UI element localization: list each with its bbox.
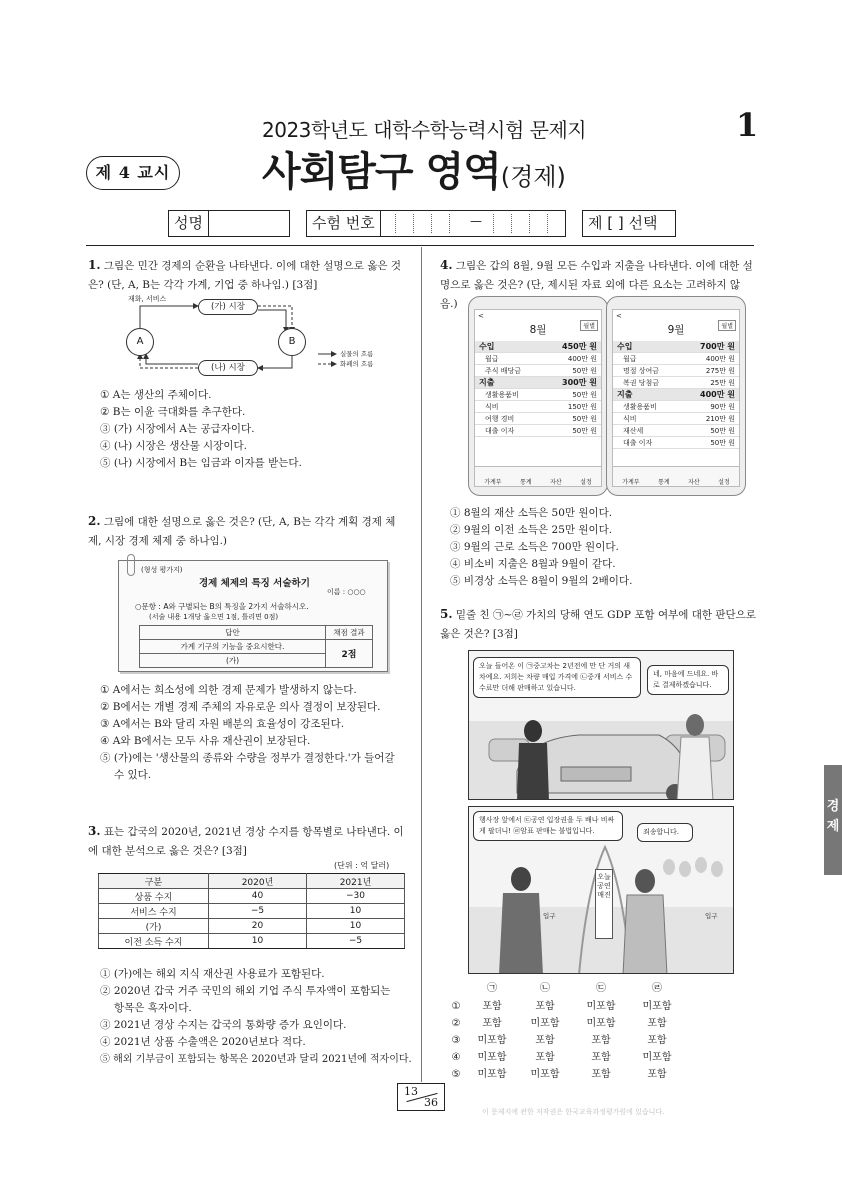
q1-text: 그림은 민간 경제의 순환을 나타낸다. 이에 대한 설명으로 옳은 것은? (단, A, B는 각각 가계, 기업 중 하나임.) [3점] — [88, 260, 401, 291]
q2-option-5-cont: 수 있다. — [114, 769, 152, 781]
table-row — [99, 934, 405, 949]
q1-options — [100, 387, 410, 472]
ledger-row — [613, 341, 739, 353]
page-number: 1 — [736, 106, 759, 144]
ledger-value: 50만 원 — [572, 427, 597, 435]
phone-tab[interactable]: 월별 — [718, 320, 736, 331]
speech-bubble-scalper: 죄송합니다. — [637, 823, 693, 842]
ledger-label: 식비 — [623, 415, 637, 423]
q3-number: 3. — [88, 824, 101, 838]
ledger-row — [475, 401, 601, 413]
sold-out-sign: 오늘 공연 매진 — [595, 869, 613, 939]
q2-option-5[interactable]: ⑤ (가)에는 '생산물의 종류와 수량을 정부가 결정한다.'가 들어갈 — [100, 752, 395, 764]
q4-text: 그림은 갑의 8월, 9월 모든 수입과 지출을 나타낸다. 이에 대한 설명으로 옳은 것은? (단, 제시된 자료 외에 다른 요소는 고려하지 않음.) — [440, 260, 753, 310]
ledger-row — [475, 353, 601, 365]
ledger-row — [475, 425, 601, 437]
q4-option-1[interactable]: ① 8월의 재산 소득은 50만 원이다. — [450, 507, 613, 519]
q4-number: 4. — [440, 258, 453, 272]
ledger-label: 수입 — [479, 342, 495, 351]
name-label: 성명 — [169, 211, 209, 236]
ledger-row — [475, 365, 601, 377]
current-account-table — [98, 873, 405, 949]
exam-number-label: 수험 번호 — [307, 211, 381, 236]
answer-cell: 포함 — [647, 1035, 667, 1046]
ledger-label: 주식 배당금 — [485, 367, 522, 375]
choice-number: ① — [451, 1001, 461, 1012]
q2-stem — [88, 512, 408, 551]
phone-month: 8월 — [529, 324, 547, 336]
cell: 상품 수지 — [99, 889, 209, 904]
q3-option-3[interactable]: ③ 2021년 경상 수지는 갑국의 통화량 증가 요인이다. — [100, 1019, 347, 1031]
q2-option-1[interactable]: ① A에서는 희소성에 의한 경제 문제가 발생하지 않는다. — [100, 684, 357, 696]
th-2021: 2021년 — [307, 874, 405, 889]
worksheet-title: 경제 체제의 특징 서술하기 — [199, 578, 310, 589]
ledger-row — [613, 437, 739, 449]
choice-number: ② — [451, 1018, 461, 1029]
answer-cell: 포함 — [591, 1052, 611, 1063]
ledger-row — [613, 365, 739, 377]
cell: −5 — [209, 904, 307, 919]
ledger-label: 여행 경비 — [485, 415, 515, 423]
q3-text: 표는 갑국의 2020년, 2021년 경상 수지를 항목별로 나타낸다. 이에 대한 분석으로 옳은 것은? [3점] — [88, 826, 404, 857]
answer-choice-row[interactable] — [446, 1049, 686, 1066]
q4-option-4[interactable]: ④ 비소비 지출은 8월과 9월이 같다. — [450, 558, 616, 570]
q4-option-2[interactable]: ② 9월의 이전 소득은 25만 원이다. — [450, 524, 613, 536]
ledger-row — [613, 353, 739, 365]
answer-cell: 포함 — [647, 1069, 667, 1080]
q3-option-5[interactable]: ⑤ 해외 기부금이 포함되는 항목은 2020년과 달리 2021년에 적자이다. — [100, 1054, 412, 1065]
phone-september — [606, 296, 746, 496]
nav-ledger[interactable]: 가계부 — [484, 479, 502, 486]
ledger-value: 90만 원 — [710, 403, 735, 411]
cell: 40 — [209, 889, 307, 904]
answer-cell: 미포함 — [530, 1069, 560, 1080]
ledger-label: 수입 — [617, 342, 633, 351]
q2-options — [100, 682, 412, 784]
answer-cell: 포함 — [535, 1052, 555, 1063]
phone-august — [468, 296, 608, 496]
nav-stats[interactable]: 통계 — [520, 479, 532, 486]
ledger-row — [475, 389, 601, 401]
phone-tab[interactable]: 월별 — [580, 320, 598, 331]
nav-settings[interactable]: 설정 — [718, 479, 730, 486]
th-2020: 2020년 — [209, 874, 307, 889]
comic-panel-1 — [468, 650, 734, 800]
q3-options — [100, 966, 416, 1068]
worksheet-name: 이름 : ○○○ — [327, 588, 366, 596]
subject-main: 사회탐구 영역 — [262, 149, 501, 195]
header-rule — [86, 245, 754, 246]
speech-bubble-officer: 행사장 앞에서 ㉢공연 입장권을 두 배나 비싸게 팔더니! ㉣암표 판매는 불법입니다. — [473, 811, 623, 841]
q3-option-4[interactable]: ④ 2021년 상품 수출액은 2020년보다 적다. — [100, 1036, 306, 1048]
ledger-value: 25만 원 — [710, 379, 735, 387]
header-nieun: ㉡ — [540, 983, 550, 994]
ledger-label: 재산세 — [623, 427, 644, 435]
ledger-label: 대출 이자 — [623, 439, 653, 447]
ledger-label: 월급 — [623, 355, 637, 363]
back-icon[interactable]: < — [478, 312, 484, 320]
cell: −30 — [307, 889, 405, 904]
ledger-label: 식비 — [485, 403, 499, 411]
ledger-value: 50만 원 — [710, 427, 735, 435]
ledger-value: 210만 원 — [705, 415, 735, 423]
worksheet-table — [139, 625, 373, 668]
score: 2점 — [326, 640, 373, 668]
ledger-label: 지출 — [617, 390, 633, 399]
column-divider — [421, 247, 422, 1082]
answer-cell: 포함 — [535, 1001, 555, 1012]
worksheet-condition: (서술 내용 1개당 옳으면 1점, 틀리면 0점) — [149, 613, 279, 621]
ledger-row — [613, 389, 739, 401]
nav-assets[interactable]: 자산 — [688, 479, 700, 486]
worksheet — [118, 560, 388, 672]
phone-rows — [475, 341, 601, 437]
entrance-label-right: 입구 — [705, 912, 718, 920]
answer-cell: 미포함 — [477, 1052, 507, 1063]
copyright-notice: 이 문제지에 관한 저작권은 한국교육과정평가원에 있습니다. — [482, 1108, 665, 1116]
col-answer: 답안 — [140, 626, 326, 640]
table-header-row — [99, 874, 405, 889]
ledger-value: 450만 원 — [562, 342, 597, 351]
exam-title: 2023학년도 대학수학능력시험 문제지 — [262, 118, 587, 142]
answer-choice-row[interactable] — [446, 1015, 686, 1032]
ledger-value: 275만 원 — [705, 367, 735, 375]
q1-option-2[interactable]: ② B는 이윤 극대화를 추구한다. — [100, 406, 246, 418]
answer-cell: 포함 — [535, 1035, 555, 1046]
subject-sub: (경제) — [500, 163, 566, 191]
choice-label: 제 [ ] 선택 — [583, 211, 662, 236]
q2-option-4[interactable]: ④ A와 B에서는 모두 사유 재산권이 보장된다. — [100, 735, 311, 747]
circular-flow-diagram — [118, 296, 380, 380]
node-b: B — [278, 328, 306, 356]
answer-cell: 미포함 — [586, 1018, 616, 1029]
q1-option-1[interactable]: ① A는 생산의 주체이다. — [100, 389, 212, 401]
q4-option-5[interactable]: ⑤ 비경상 소득은 8월이 9월의 2배이다. — [450, 575, 633, 587]
ledger-value: 150만 원 — [567, 403, 597, 411]
answer-cell: 미포함 — [642, 1001, 672, 1012]
answer-choice-row[interactable] — [446, 1032, 686, 1049]
q1-stem — [88, 256, 408, 295]
q2-text: 그림에 대한 설명으로 옳은 것은? (단, A, B는 각각 계획 경제 체제, 시장 경제 체제 중 하나임.) — [88, 516, 396, 547]
nav-ledger[interactable]: 가계부 — [622, 479, 640, 486]
answer-cell: 미포함 — [477, 1035, 507, 1046]
ledger-value: 50만 원 — [572, 367, 597, 375]
q5-stem — [440, 605, 756, 644]
answer-cell: 미포함 — [477, 1069, 507, 1080]
ledger-row — [475, 413, 601, 425]
cell: 20 — [209, 919, 307, 934]
answer-cell: 미포함 — [530, 1018, 560, 1029]
paperclip-icon — [127, 554, 135, 576]
footer-page-number — [397, 1083, 445, 1111]
ledger-label: 대출 이자 — [485, 427, 515, 435]
q3-option-2-cont: 항목은 흑자이다. — [114, 1002, 192, 1014]
name-field[interactable] — [168, 210, 290, 237]
col-score: 채점 결과 — [326, 626, 373, 640]
ledger-value: 50만 원 — [572, 391, 597, 399]
answer-header-row — [446, 980, 686, 997]
q4-option-3[interactable]: ③ 9월의 근로 소득은 700만 원이다. — [450, 541, 619, 553]
subject-side-tab: 경제 — [824, 765, 842, 875]
nav-stats[interactable]: 통계 — [658, 479, 670, 486]
choice-number: ④ — [451, 1052, 461, 1063]
q1-option-5[interactable]: ⑤ (나) 시장에서 B는 임금과 이자를 받는다. — [100, 457, 302, 469]
answer-cell: 미포함 — [586, 1001, 616, 1012]
answer-choice-row[interactable] — [446, 1066, 686, 1083]
q1-number: 1. — [88, 258, 101, 272]
ledger-row — [613, 401, 739, 413]
answer-cell: 포함 — [591, 1035, 611, 1046]
top-flow-note: 재화, 서비스 — [128, 295, 167, 303]
q5-answer-grid — [446, 980, 686, 1080]
choice-field[interactable] — [582, 210, 676, 237]
cell: 10 — [307, 919, 405, 934]
q3-stem — [88, 822, 408, 861]
q2-option-2[interactable]: ② B에서는 개별 경제 주체의 자유로운 의사 결정이 보장된다. — [100, 701, 381, 713]
cell: −5 — [307, 934, 405, 949]
subject-title — [262, 140, 566, 197]
q4-options — [450, 505, 750, 590]
phone-nav — [613, 466, 739, 486]
ledger-row — [613, 377, 739, 389]
answer-cell: 포함 — [482, 1018, 502, 1029]
ledger-label: 지출 — [479, 378, 495, 387]
answer-2: (가) — [140, 654, 326, 668]
q3-option-2[interactable]: ② 2020년 갑국 거주 국민의 해외 기업 주식 투자액이 포함되는 — [100, 985, 391, 997]
ledger-value: 50만 원 — [710, 439, 735, 447]
cell: 10 — [209, 934, 307, 949]
comic-panel-2 — [468, 806, 734, 974]
legend-real: 실물의 흐름 — [340, 350, 374, 358]
q1-option-3[interactable]: ③ (가) 시장에서 A는 공급자이다. — [100, 423, 255, 435]
answer-choice-row[interactable] — [446, 998, 686, 1015]
worksheet-question: ○문항 : A와 구별되는 B의 특징을 2가지 서술하시오. — [135, 602, 309, 611]
node-a: A — [126, 328, 154, 356]
market-ga: (가) 시장 — [198, 299, 258, 315]
cell: 서비스 수지 — [99, 904, 209, 919]
worksheet-tag: (형성 평가지) — [141, 566, 183, 574]
th-category: 구분 — [99, 874, 209, 889]
speech-bubble-buyer: 네, 마음에 드네요. 바로 결제하겠습니다. — [647, 665, 729, 695]
ledger-label: 명절 상여금 — [623, 367, 660, 375]
phone-month: 9월 — [667, 324, 685, 336]
table-row — [99, 904, 405, 919]
header-rieul: ㉣ — [652, 983, 662, 994]
answer-cell: 미포함 — [642, 1052, 672, 1063]
q5-number: 5. — [440, 607, 453, 621]
legend-money: 화폐의 흐름 — [340, 360, 374, 368]
ledger-row — [613, 425, 739, 437]
table-row — [99, 919, 405, 934]
footer-page: 13 — [404, 1085, 418, 1098]
entrance-label-left: 입구 — [543, 912, 556, 920]
ledger-value: 300만 원 — [562, 378, 597, 387]
header-giyeok: ㉠ — [487, 983, 497, 994]
nav-assets[interactable]: 자산 — [550, 479, 562, 486]
ledger-row — [475, 341, 601, 353]
exam-number-field[interactable] — [306, 210, 566, 237]
ledger-value: 400만 원 — [700, 390, 735, 399]
q3-unit: (단위 : 억 달러) — [334, 861, 390, 870]
choice-number: ⑤ — [451, 1069, 461, 1080]
market-na: (나) 시장 — [198, 360, 258, 376]
ledger-value: 700만 원 — [700, 342, 735, 351]
header-digeut: ㉢ — [596, 983, 606, 994]
back-icon[interactable]: < — [616, 312, 622, 320]
cell: 10 — [307, 904, 405, 919]
answer-cell: 포함 — [482, 1001, 502, 1012]
cell: (가) — [99, 919, 209, 934]
table-row — [99, 889, 405, 904]
period-badge: 제 4 교시 — [86, 156, 180, 190]
answer-cell: 포함 — [591, 1069, 611, 1080]
q2-number: 2. — [88, 514, 101, 528]
q1-option-4[interactable]: ④ (나) 시장은 생산물 시장이다. — [100, 440, 247, 452]
q3-option-1[interactable]: ① (가)에는 해외 지식 재산권 사용료가 포함된다. — [100, 968, 325, 980]
q2-option-3[interactable]: ③ A에서는 B와 달리 자원 배분의 효율성이 강조된다. — [100, 718, 345, 730]
speech-bubble-dealer: 오늘 들어온 이 ㉠중고차는 2년전에 만 단 거의 새 차예요. 저희는 차량 매입 가격에 ㉡중개 서비스 수수료만 더해 판매하고 있습니다. — [473, 657, 641, 698]
footer-total: 36 — [424, 1096, 438, 1109]
ledger-label: 생활용품비 — [485, 391, 519, 399]
ledger-row — [475, 377, 601, 389]
answer-cell: 포함 — [647, 1018, 667, 1029]
nav-settings[interactable]: 설정 — [580, 479, 592, 486]
ledger-label: 복권 당첨금 — [623, 379, 660, 387]
ledger-label: 생활용품비 — [623, 403, 657, 411]
ledger-row — [613, 413, 739, 425]
ledger-value: 50만 원 — [572, 415, 597, 423]
ledger-value: 400만 원 — [705, 355, 735, 363]
cell: 이전 소득 수지 — [99, 934, 209, 949]
q5-text: 밑줄 친 ㉠~㉣ 가치의 당해 연도 GDP 포함 여부에 대한 판단으로 옳은 것은? [3점] — [440, 609, 756, 640]
answer-1: 가계 기구의 기능을 중요시한다. — [140, 640, 326, 654]
ledger-value: 400만 원 — [567, 355, 597, 363]
exam-number-dash: — — [470, 214, 482, 228]
phone-rows — [613, 341, 739, 449]
ledger-label: 월급 — [485, 355, 499, 363]
choice-number: ③ — [451, 1035, 461, 1046]
phone-nav — [475, 466, 601, 486]
